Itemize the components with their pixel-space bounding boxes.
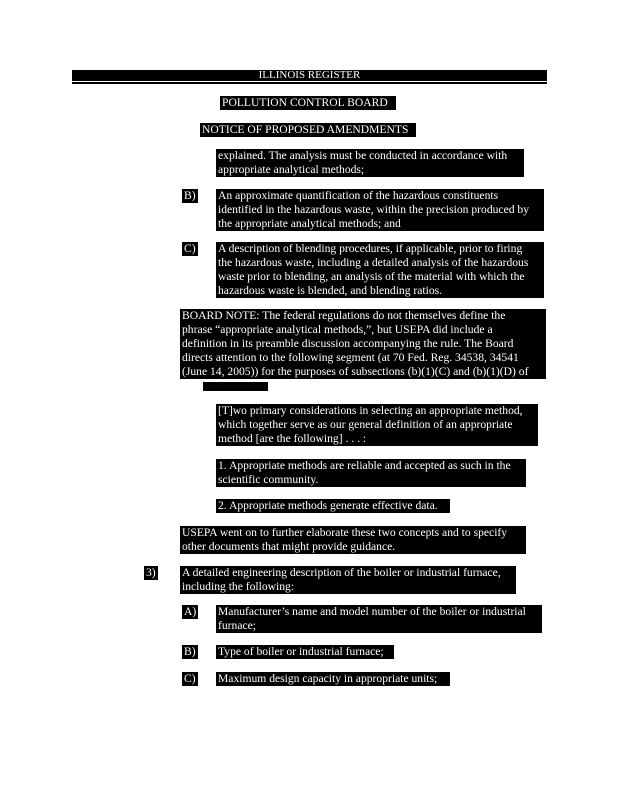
board-note xyxy=(180,309,546,379)
item-c-line-1: A description of blending procedures, if applicable, prior to firing xyxy=(218,242,523,255)
item-c-line-2: the hazardous waste, including a detailed analysis of the hazardous xyxy=(218,256,529,269)
sub-b-marker: B) xyxy=(184,645,196,658)
item-c-line-4: hazardous waste is blended, and blending ratios. xyxy=(218,284,443,297)
intro-line-1: explained. The analysis must be conducted in accordance with xyxy=(218,149,508,162)
usepa-line-1: USEPA went on to further elaborate these two concepts and to specify xyxy=(182,526,508,539)
quote-1-line-3: method [are the following] . . . : xyxy=(218,432,367,445)
board-note-line-3: definition in its preamble discussion accompanying the rule. The Board xyxy=(182,337,514,350)
sub-c-marker: C) xyxy=(184,672,196,685)
intro-paragraph xyxy=(216,149,524,177)
quote-1-line-1: [T]wo primary considerations in selecting an appropriate method, xyxy=(218,404,523,417)
item-c-marker: C) xyxy=(184,242,196,255)
item-3-line-1: A detailed engineering description of the boiler or industrial furnace, xyxy=(182,566,501,579)
register-header xyxy=(72,70,547,81)
notice-title: NOTICE OF PROPOSED AMENDMENTS xyxy=(200,123,416,137)
item-b-marker: B) xyxy=(184,189,196,202)
item-b-line-3: the appropriate analytical methods; and xyxy=(218,217,401,230)
sub-a-line-2: furnace; xyxy=(218,619,256,632)
quote-2-line-2: scientific community. xyxy=(218,473,319,486)
sub-c-text: Maximum design capacity in appropriate units; xyxy=(216,672,450,686)
item-c-line-3: waste prior to blending, an analysis of the material with which the xyxy=(218,270,525,283)
sub-a-marker: A) xyxy=(184,605,197,618)
header-rule xyxy=(72,82,547,84)
sub-a-line-1: Manufacturer’s name and model number of the boiler or industrial xyxy=(218,605,526,618)
item-3-line-2: including the following: xyxy=(182,580,295,593)
item-b-paragraph xyxy=(216,189,544,231)
quote-2-line-1: 1. Appropriate methods are reliable and accepted as such in the xyxy=(218,459,511,472)
board-note-line-4: directs attention to the following segment (at 70 Fed. Reg. 34538, 34541 xyxy=(182,351,519,364)
item-c-paragraph xyxy=(216,242,544,298)
board-note-line-5: (June 14, 2005)) for the purposes of subsections (b)(1)(C) and (b)(1)(D) of xyxy=(182,365,529,378)
board-note-line-1: BOARD NOTE: The federal regulations do not themselves define the xyxy=(182,309,506,322)
item-b-line-2: identified in the hazardous waste, within the precision produced by xyxy=(218,203,530,216)
item-3-marker: 3) xyxy=(146,566,156,579)
quote-3: 2. Appropriate methods generate effective data. xyxy=(216,499,450,513)
register-title: ILLINOIS REGISTER xyxy=(258,69,361,81)
item-b-line-1: An approximate quantification of the hazardous constituents xyxy=(218,189,499,202)
sub-b-text: Type of boiler or industrial furnace; xyxy=(216,645,394,659)
intro-line-2: appropriate analytical methods; xyxy=(218,163,365,176)
board-note-line-2: phrase “appropriate analytical methods,”, but USEPA did include a xyxy=(182,323,493,336)
usepa-paragraph xyxy=(180,526,526,554)
item-3-paragraph xyxy=(180,566,516,594)
quote-1-line-2: which together serve as our general definition of an appropriate xyxy=(218,418,513,431)
board-title: POLLUTION CONTROL BOARD xyxy=(220,96,396,110)
quote-2 xyxy=(216,459,526,487)
board-note-tail xyxy=(203,382,268,391)
sub-a-paragraph xyxy=(216,605,542,633)
usepa-line-2: other documents that might provide guidance. xyxy=(182,540,396,553)
quote-1 xyxy=(216,404,538,446)
